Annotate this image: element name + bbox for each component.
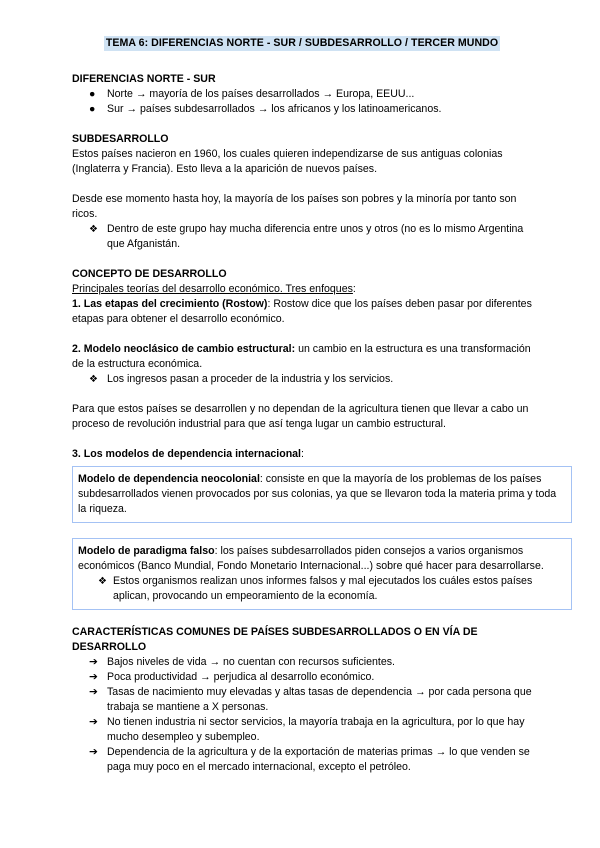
arrow-bullet-icon: ➔ [89, 716, 98, 728]
list-item [72, 670, 532, 685]
diamond-bullet-icon: ❖ [89, 374, 98, 385]
spacer [72, 432, 532, 447]
diamond-bullet-icon: ❖ [98, 576, 107, 587]
theory-3-colon: : [301, 448, 304, 460]
theory-2-text: un cambio en la estructura es una transformación de la estructura económica. [72, 343, 531, 370]
heading-norte-sur: DIFERENCIAS NORTE - SUR [72, 73, 216, 85]
theory-1 [72, 297, 532, 327]
list-item [72, 102, 532, 117]
desarrollo-intro [72, 282, 532, 297]
theory-2 [72, 342, 532, 372]
list-item [72, 655, 532, 670]
subdesarrollo-paragraph-1: Estos países nacieron en 1960, los cuales quieren independizarse de sus antiguas colonias (Inglaterra y Francia). Esto lleva a la aparición de nuevos países. [72, 148, 503, 175]
heading-subdesarrollo: SUBDESARROLLO [72, 133, 169, 145]
box-2-text [78, 544, 566, 574]
spacer [72, 252, 532, 267]
heading-concepto-desarrollo: CONCEPTO DE DESARROLLO [72, 268, 227, 280]
spacer [72, 327, 532, 342]
box-2-notes [78, 574, 566, 604]
theory-2-notes [72, 372, 532, 387]
document-content [72, 36, 557, 775]
list-item [72, 745, 532, 775]
arrow-bullet-icon: ➔ [89, 656, 98, 668]
list-item-text: Estos organismos realizan unos informes falsos y mal ejecutados los cuáles estos países aplican, provocando un empeoramiento de la economía. [113, 575, 533, 602]
spacer [72, 523, 532, 534]
list-item-text: Bajos niveles de vida → no cuentan con recursos suficientes. [107, 656, 395, 668]
box-paradigma-falso [72, 538, 572, 610]
heading-caracteristicas: CARACTERÍSTICAS COMUNES DE PAÍSES SUBDESARROLLADOS O EN VÍA DE DESARROLLO [72, 626, 478, 653]
list-item-text: Norte → mayoría de los países desarrollados → Europa, EEUU... [107, 88, 415, 100]
list-item-text: Dentro de este grupo hay mucha diferencia entre unos y otros (no es lo mismo Argentina que Afganistán. [107, 223, 524, 250]
list-item [72, 222, 532, 252]
caracteristicas-list [72, 655, 532, 775]
box-dependencia-neocolonial [72, 466, 572, 523]
theory-3 [72, 447, 532, 462]
spacer [72, 610, 532, 625]
theory-2-title: 2. Modelo neoclásico de cambio estructural: [72, 343, 296, 355]
arrow-bullet-icon: ➔ [89, 746, 98, 758]
box-2-title: Modelo de paradigma falso [78, 545, 215, 557]
page-title: TEMA 6: DIFERENCIAS NORTE - SUR / SUBDESARROLLO / TERCER MUNDO [105, 37, 499, 49]
spacer [72, 177, 532, 192]
bullet-icon: ● [89, 88, 96, 100]
list-item [72, 685, 532, 715]
spacer [72, 117, 532, 132]
arrow-bullet-icon: ➔ [89, 671, 98, 683]
bullet-icon: ● [89, 103, 96, 115]
list-item-text: No tienen industria ni sector servicios, la mayoría trabaja en la agricultura, por lo que hay mucho desempleo y subempleo. [107, 716, 525, 743]
arrow-bullet-icon: ➔ [89, 686, 98, 698]
box-1-body: : consiste en que la mayoría de los problemas de los países subdesarrollados vienen provocados por sus colonias, ya que se llevaron toda la materia prima y toda la riqueza. [78, 473, 557, 515]
theory-2-paragraph: Para que estos países se desarrollen y no dependan de la agricultura tienen que llevar a cabo un proceso de revolución industrial para que así tenga lugar un cambio estructural. [72, 403, 529, 430]
subdesarrollo-paragraph-2: Desde ese momento hasta hoy, la mayoría de los países son pobres y la minoría por tanto son ricos. [72, 193, 517, 220]
spacer [72, 387, 532, 402]
list-item-text: Dependencia de la agricultura y de la exportación de materias primas → lo que venden se paga muy poco en el mercado internacional, excepto el petróleo. [107, 746, 530, 773]
norte-sur-list [72, 87, 532, 117]
diamond-bullet-icon: ❖ [89, 224, 98, 235]
list-item-text: Sur → países subdesarrollados → los africanos y los latinoamericanos. [107, 103, 442, 115]
title-wrap [72, 36, 532, 51]
list-item-text: Poca productividad → perjudica al desarrollo económico. [107, 671, 375, 683]
list-item-text: Tasas de nacimiento muy elevadas y altas tasas de dependencia → por cada persona que trabaja se mantiene a X personas. [107, 686, 532, 713]
list-item [72, 715, 532, 745]
theory-1-title: 1. Las etapas del crecimiento (Rostow) [72, 298, 268, 310]
desarrollo-intro-colon: : [352, 283, 356, 295]
list-item [72, 372, 532, 387]
list-item-text: Los ingresos pasan a proceder de la industria y los servicios. [107, 373, 394, 385]
theory-1-text: : Rostow dice que los países deben pasar por diferentes etapas para obtener el desarrollo económico. [72, 298, 532, 325]
box-1-title: Modelo de dependencia neocolonial [78, 473, 260, 485]
box-2-body: : los países subdesarrollados piden consejos a varios organismos económicos (Banco Mundial, Fondo Monetario Internacional...) sobre qué hacer para desarrollarse. [78, 545, 544, 572]
list-item [78, 574, 566, 604]
list-item [72, 87, 532, 102]
subdesarrollo-notes [72, 222, 532, 252]
desarrollo-intro-text: Principales teorías del desarrollo económico. Tres enfoques [72, 283, 353, 295]
theory-3-title: 3. Los modelos de dependencia internacional [72, 448, 301, 460]
box-1-text [78, 472, 566, 517]
